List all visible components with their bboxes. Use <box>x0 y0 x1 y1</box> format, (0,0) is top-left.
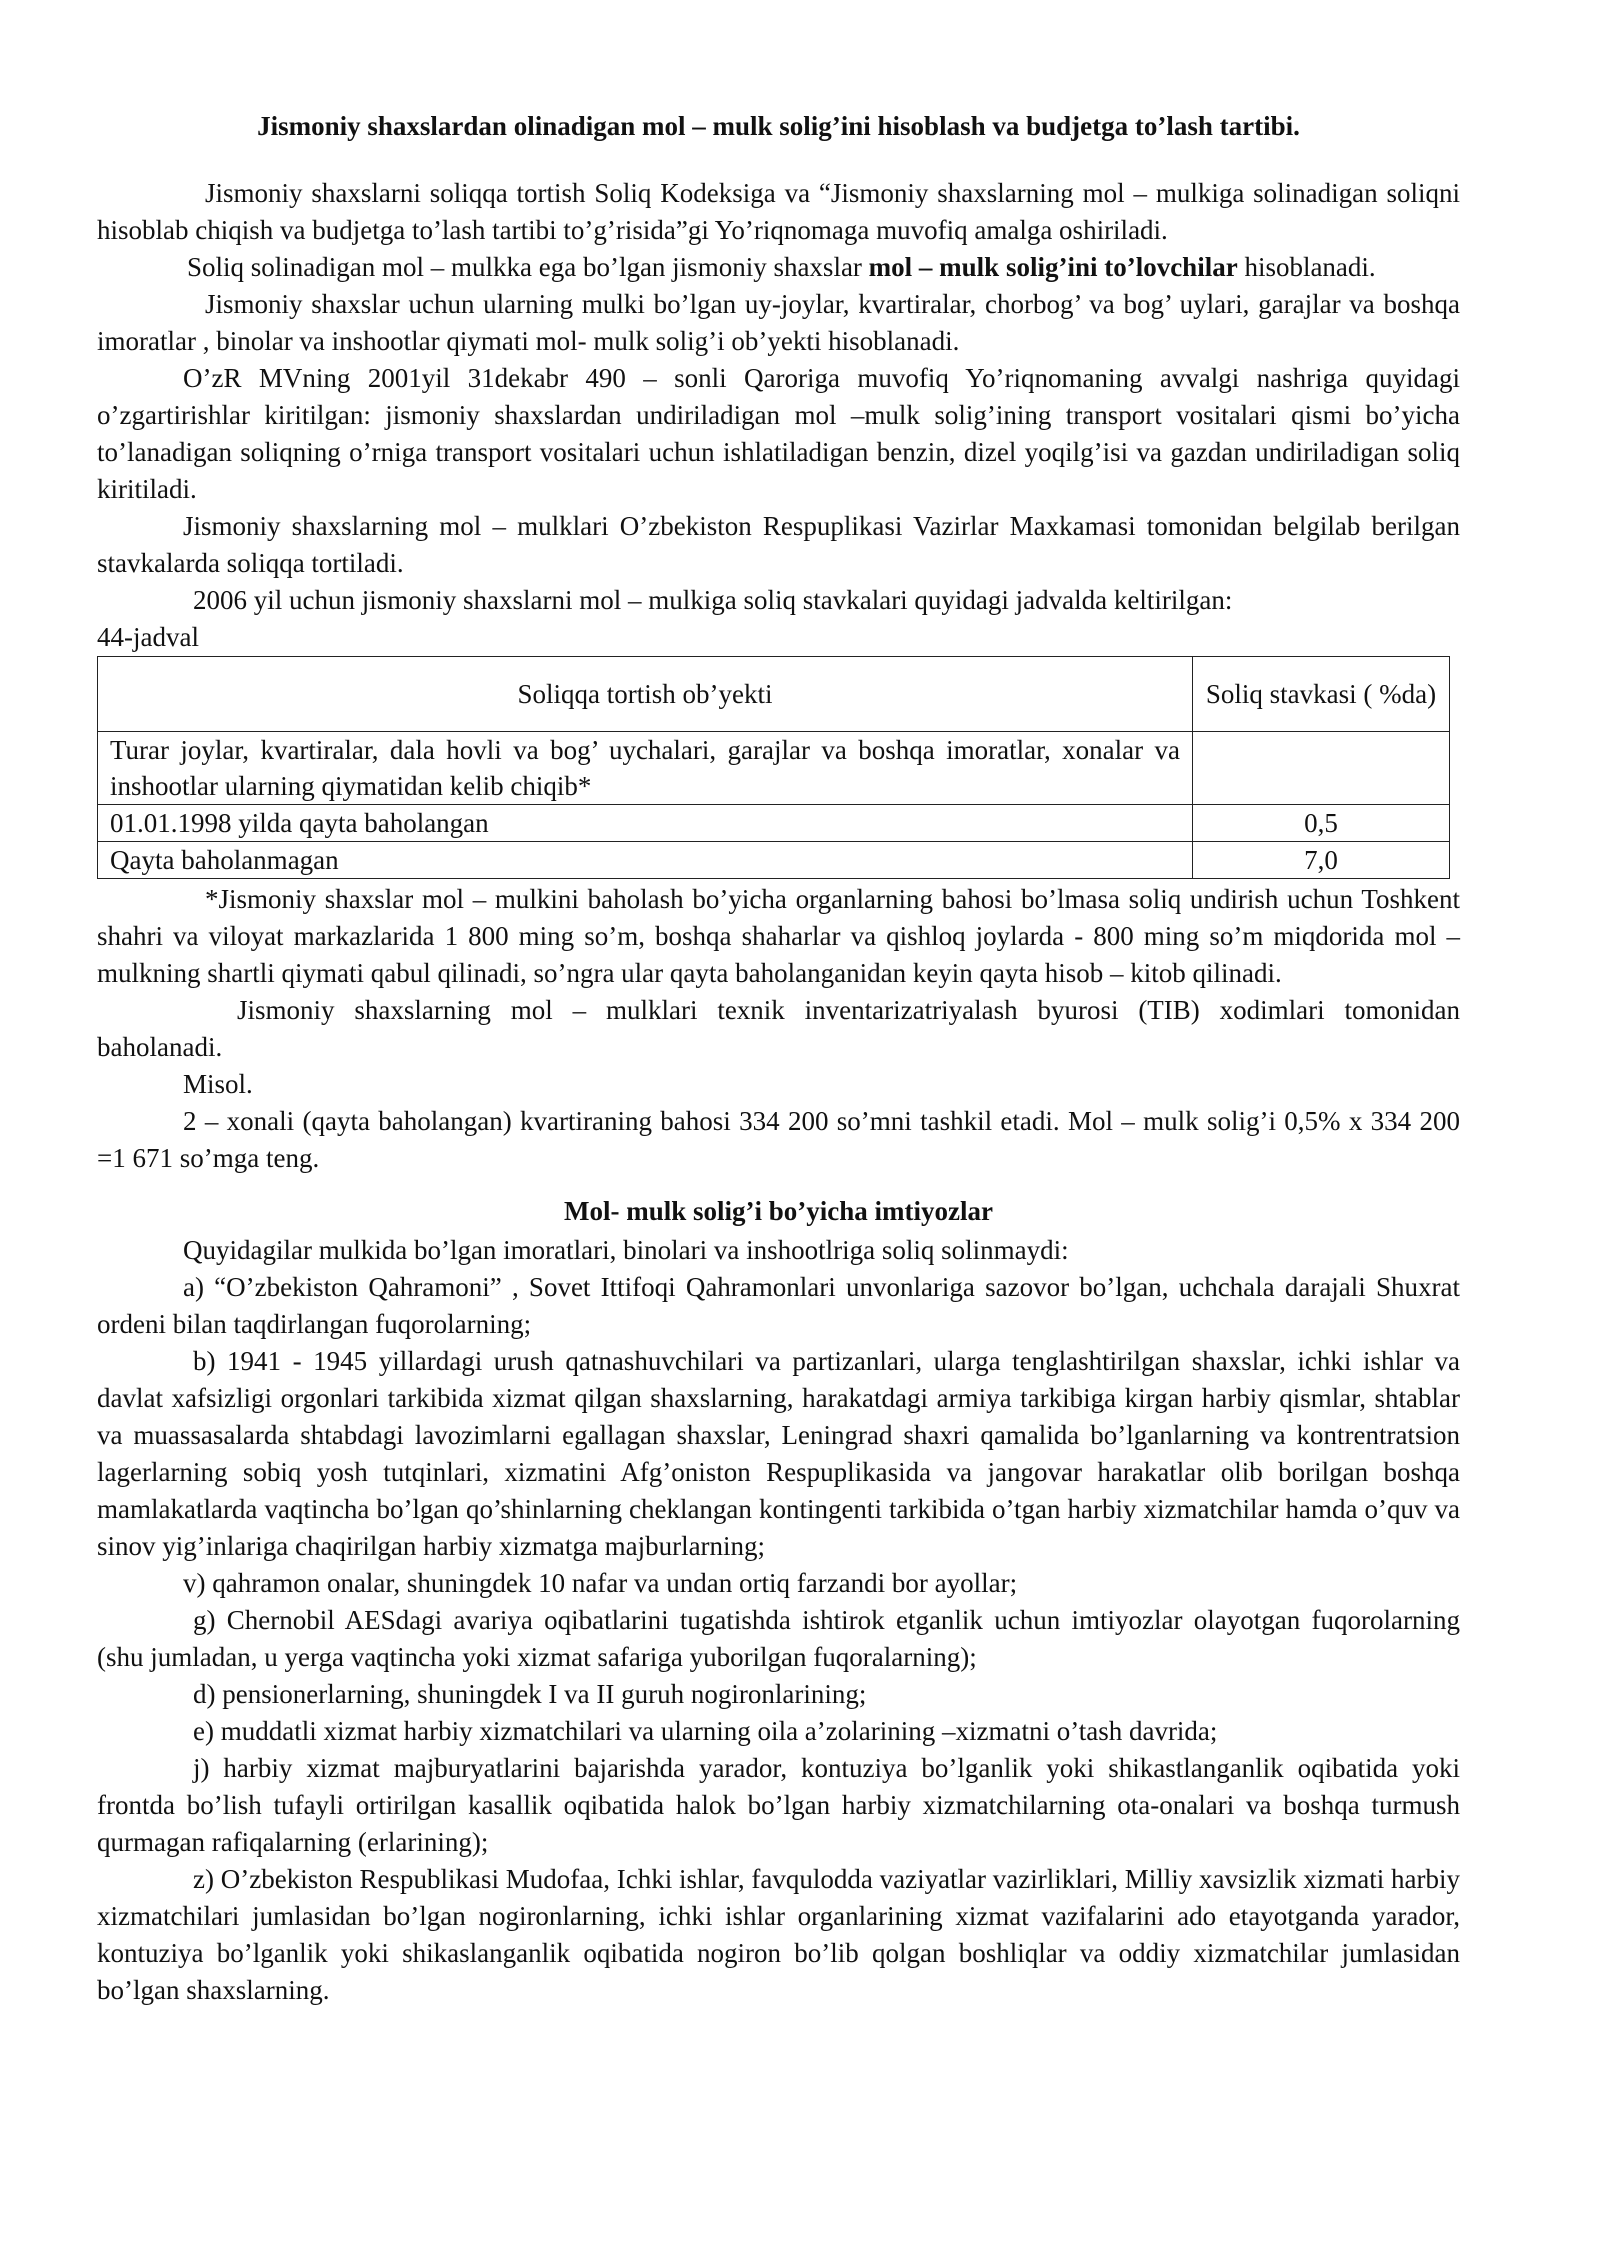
document-page <box>97 108 1460 2009</box>
exemption-item: j) harbiy xizmat majburyatlarini bajarishda yarador, kontuziya bo’lganlik yoki shikastlanganlik oqibatida yoki frontda bo’lish tufayli ortirilgan kasallik oqibatida halok bo’lgan harbiy xizmatchilarning ota-onalari va boshqa turmush qurmagan rafiqalarning (erlarining); <box>97 1753 1460 1857</box>
table-row <box>98 732 1450 805</box>
table-footnote: *Jismoniy shaxslar mol – mulkini baholash bo’yicha organlarning bahosi bo’lmasa soliq undirish uchun Toshkent shahri va viloyat markazlarida 1 800 ming so’m, boshqa shaharlar va qishloq joylarda - 800 ming so’m miqdorida mol – mulkning shartli qiymati qabul qilinadi, so’ngra ular qayta baholanganidan keyin qayta hisob – kitob qilinadi. <box>97 884 1460 988</box>
table-row <box>98 842 1450 879</box>
table-cell-rate <box>1193 732 1450 805</box>
paragraph-taxpayers-end: hisoblanadi. <box>1237 252 1376 282</box>
table-header-object: Soliqqa tortish ob’yekti <box>98 657 1193 732</box>
exemption-item: d) pensionerlarning, shuningdek I va II guruh nogironlarining; <box>193 1679 867 1709</box>
table-cell-object: Qayta baholanmagan <box>98 842 1193 879</box>
table-header-rate: Soliq stavkasi ( %da) <box>1193 657 1450 732</box>
paragraph-rates: Jismoniy shaxslarning mol – mulklari O’zbekiston Respuplikasi Vazirlar Maxkamasi tomonidan belgilab berilgan stavkalarda soliqqa tortiladi. <box>97 511 1460 578</box>
paragraph-tib: Jismoniy shaxslarning mol – mulklari texnik inventarizatriyalash byurosi (TIB) xodimlari tomonidan baholanadi. <box>97 995 1460 1062</box>
table-cell-object: Turar joylar, kvartiralar, dala hovli va bog’ uychalari, garajlar va boshqa imoratlar, xonalar va inshootlar ularning qiymatidan kelib chiqib* <box>98 732 1193 805</box>
example-label: Misol. <box>183 1069 253 1099</box>
exemption-item: a) “O’zbekiston Qahramoni” , Sovet Ittifoqi Qahramonlari unvonlariga sazovor bo’lgan, uchchala darajali Shuxrat ordeni bilan taqdirlangan fuqorolarning; <box>97 1272 1460 1339</box>
tax-rate-table <box>97 656 1450 879</box>
exemption-item: b) 1941 - 1945 yillardagi urush qatnashuvchilari va partizanlari, ularga tenglashtirilgan shaxslar, ichki ishlar va davlat xafsizligi orgonlari tarkibida xizmat qilgan shaxslarning, harakatdagi armiya tarkibiga kirgan harbiy qismlar, shtablar va muassasalarda shtabdagi lavozimlarni egallagan shaxslar, Leningrad shaxri qamalida bo’lganlarning va kontrentratsion lagerlarning sobiq yosh tutqinlari, xizmatini Afg’oniston Respuplikasida va jangovar harakatlar olib borilgan boshqa mamlakatlarda vaqtincha bo’lgan qo’shinlarning cheklangan kontingenti tarkibida o’tgan harbiy xizmatchilar hamda o’quv va sinov yig’inlariga chaqirilgan harbiy xizmatga majburlarning; <box>97 1346 1460 1561</box>
exemption-item: e) muddatli xizmat harbiy xizmatchilari va ularning oila a’zolarining –xizmatni o’tash davrida; <box>193 1716 1218 1746</box>
table-row <box>98 805 1450 842</box>
exemption-item: z) O’zbekiston Respublikasi Mudofaa, Ichki ishlar, favqulodda vaziyatlar vazirliklari, Milliy xavsizlik xizmati harbiy xizmatchilari jumlasidan bo’lgan nogironlarning, ichki ishlar organlarining xizmat vazifalarini ado etayotganda yarador, kontuziya bo’lganlik yoki shikaslanganlik oqibatida nogiron bo’lib qolgan boshliqlar va oddiy xizmatchilar jumlasidan bo’lgan shaxslarning. <box>97 1864 1460 2005</box>
exemption-item: v) qahramon onalar, shuningdek 10 nafar va undan ortiq farzandi bor ayollar; <box>183 1568 1018 1598</box>
paragraph-taxpayers <box>97 249 1460 286</box>
table-header-row <box>98 657 1450 732</box>
paragraph-resolution: O’zR MVning 2001yil 31dekabr 490 – sonli Qaroriga muvofiq Yo’riqnomaning avvalgi nashriga quyidagi o’zgartirishlar kiritilgan: jismoniy shaxslardan undiriladigan mol –mulk solig’ining transport vositalari qismi bo’yicha to’lanadigan soliqning o’rniga transport vositalari uchun ishlatiladigan benzin, dizel yoqilg’isi va gazdan undiriladigan soliq kiritiladi. <box>97 363 1460 504</box>
paragraph-intro: Jismoniy shaxslarni soliqqa tortish Soliq Kodeksiga va “Jismoniy shaxslarning mol – mulkiga solinadigan soliqni hisoblab chiqish va budjetga to’lash tartibi to’g’risida”gi Yo’riqnomaga muvofiq amalga oshiriladi. <box>97 178 1460 245</box>
table-cell-rate: 0,5 <box>1193 805 1450 842</box>
exemptions-intro: Quyidagilar mulkida bo’lgan imoratlari, binolari va inshootlriga soliq solinmaydi: <box>183 1235 1069 1265</box>
paragraph-object: Jismoniy shaxslar uchun ularning mulki bo’lgan uy-joylar, kvartiralar, chorbog’ va bog’ uylari, garajlar va boshqa imoratlar , binolar va inshootlar qiymati mol- mulk solig’i ob’yekti hisoblanadi. <box>97 289 1460 356</box>
paragraph-table-intro: 2006 yil uchun jismoniy shaxslarni mol – mulkiga soliq stavkalari quyidagi jadvalda keltirilgan: <box>193 585 1233 615</box>
paragraph-taxpayers-bold: mol – mulk solig’ini to’lovchilar <box>868 252 1238 282</box>
example-text: 2 – xonali (qayta baholangan) kvartiraning bahosi 334 200 so’mni tashkil etadi. Mol – mulk solig’i 0,5% x 334 200 =1 671 so’mga teng. <box>97 1106 1460 1173</box>
table-cell-object: 01.01.1998 yilda qayta baholangan <box>98 805 1193 842</box>
table-cell-rate: 7,0 <box>1193 842 1450 879</box>
table-caption: 44-jadval <box>97 622 199 652</box>
exemption-item: g) Chernobil AESdagi avariya oqibatlarini tugatishda ishtirok etganlik uchun imtiyozlar olayotgan fuqorolarning (shu jumladan, u yerga vaqtincha yoki xizmat safariga yuborilgan fuqoralarning); <box>97 1605 1460 1672</box>
paragraph-taxpayers-start: Soliq solinadigan mol – mulkka ega bo’lgan jismoniy shaxslar <box>187 252 869 282</box>
section-title-exemptions: Mol- mulk solig’i bo’yicha imtiyozlar <box>564 1196 993 1226</box>
document-title: Jismoniy shaxslardan olinadigan mol – mulk solig’ini hisoblash va budjetga to’lash tartibi. <box>257 111 1300 141</box>
